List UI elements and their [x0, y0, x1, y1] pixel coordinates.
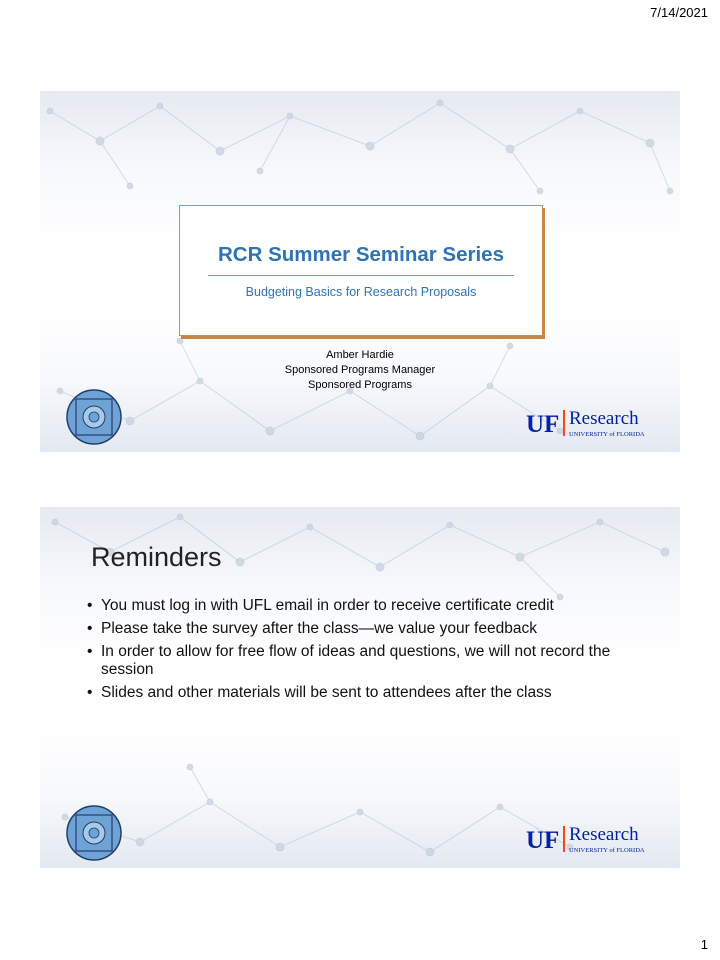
- title-divider: [208, 275, 514, 276]
- list-item: • Slides and other materials will be sent to attendees after the class: [86, 684, 646, 702]
- logo-research-text: Research: [569, 824, 639, 845]
- logo-university-text: UNIVERSITY of FLORIDA: [569, 847, 645, 854]
- logo-uf-text: UF: [526, 827, 560, 854]
- slide-heading: Reminders: [91, 542, 222, 572]
- seal-icon: [66, 805, 122, 861]
- logo-uf-text: UF: [526, 411, 560, 438]
- list-item: • Please take the survey after the class—we value your feedback: [86, 620, 646, 638]
- title-card: [179, 205, 543, 336]
- presenter-name: Amber Hardie: [326, 349, 394, 361]
- logo-university-text: UNIVERSITY of FLORIDA: [569, 431, 645, 438]
- logo-research-text: Research: [569, 408, 639, 429]
- presenter-block: [40, 348, 680, 393]
- slide-subtitle-text: Budgeting Basics for Research Proposals: [245, 285, 477, 299]
- uf-research-logo: [526, 407, 658, 439]
- slide-title: [40, 91, 680, 452]
- page-number: 1: [700, 937, 708, 952]
- list-item: • In order to allow for free flow of ideas and questions, we will not record the session: [86, 643, 646, 679]
- uf-research-logo: [526, 823, 658, 855]
- presenter-department: Sponsored Programs: [308, 379, 412, 391]
- slide-reminders: [40, 507, 680, 868]
- slide-title-text: RCR Summer Seminar Series: [218, 243, 504, 266]
- page-date: 7/14/2021: [650, 5, 708, 20]
- bullet-list: [86, 597, 646, 707]
- presenter-role: Sponsored Programs Manager: [284, 364, 436, 376]
- seal-icon: [66, 389, 122, 445]
- list-item: • You must log in with UFL email in order to receive certificate credit: [86, 597, 646, 615]
